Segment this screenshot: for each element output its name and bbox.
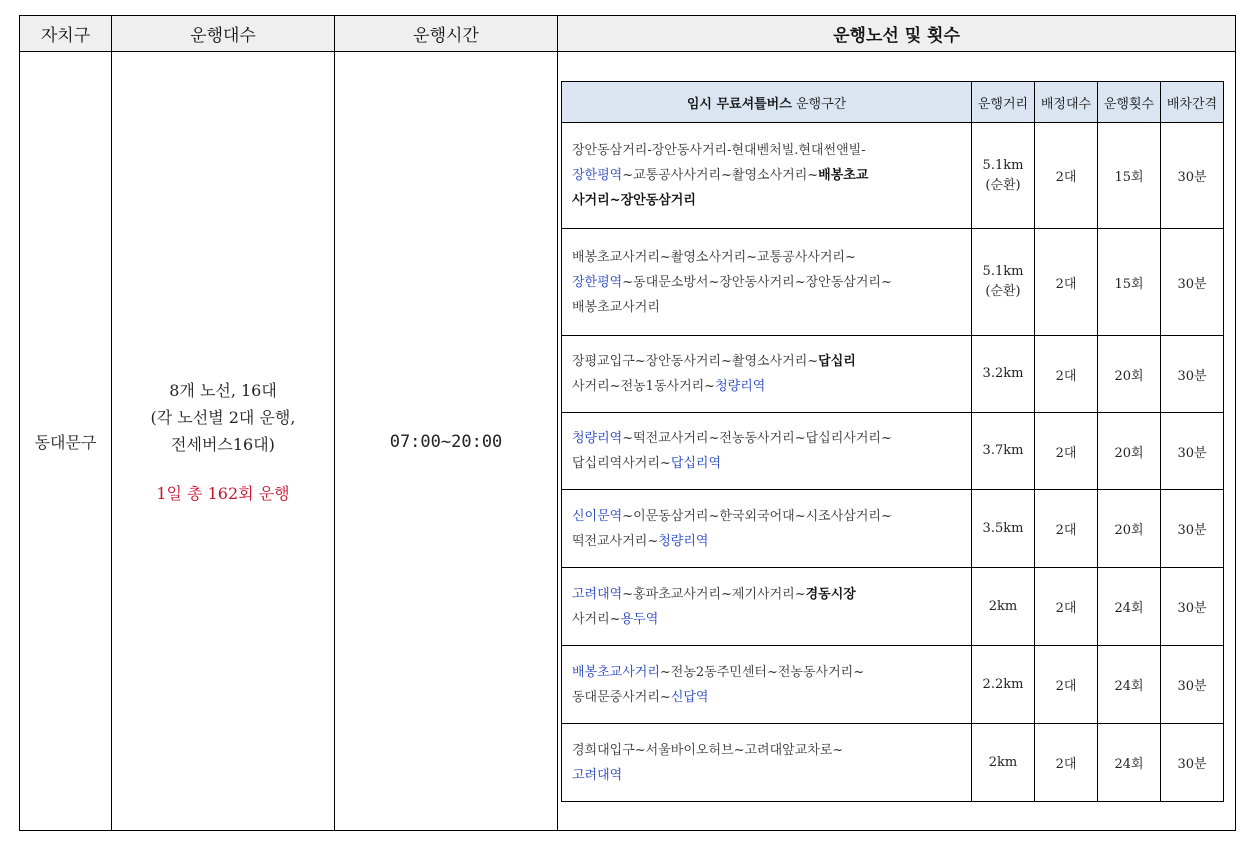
route-segment: 용두역 [620, 611, 659, 627]
header-trips: 운행횟수 [1098, 82, 1161, 123]
route-segment: 고려대역 [572, 586, 623, 602]
district-name: 동대문구 [34, 433, 97, 452]
header-route-section [562, 82, 972, 123]
buses-cell: 2대 [1035, 568, 1098, 646]
route-segment: 신답역 [670, 689, 709, 705]
distance-value: 3.7km [982, 443, 1024, 458]
buses-cell: 2대 [1035, 724, 1098, 802]
route-segment: 장안동삼거리-장안동사거리-현대벤처빌.현대썬앤빌- [572, 143, 866, 158]
distance-value: 3.2km [982, 366, 1024, 381]
route-cell [562, 123, 972, 229]
buses-cell: 2대 [1035, 229, 1098, 336]
buses-cell: 2대 [1035, 336, 1098, 413]
buses-cell: 2대 [1035, 490, 1098, 568]
distance-cell [972, 490, 1035, 568]
route-segment: 배봉초교 [818, 168, 869, 183]
trips-cell: 15회 [1098, 229, 1161, 336]
route-segment: ~떡전교사거리~전농동사거리~답십리사거리~ [622, 431, 892, 446]
distance-note: (순환) [985, 177, 1021, 193]
route-segment: 청량리역 [715, 379, 766, 394]
route-segment: ~동대문소방서~장안동사거리~장안동삼거리~ [622, 274, 892, 290]
distance-cell [972, 724, 1035, 802]
route-segment: 고려대역 [572, 767, 623, 783]
buses-cell: 2대 [1035, 123, 1098, 229]
vehicle-routes-count: 8개 노선, 16대 [169, 380, 277, 400]
distance-value: 2.2km [982, 676, 1024, 692]
trips-cell: 20회 [1098, 413, 1161, 490]
daily-total-trips: 1일 총 162회 운행 [156, 483, 290, 503]
interval-cell: 30분 [1161, 490, 1224, 568]
route-segment: 청량리역 [572, 431, 623, 446]
distance-cell [972, 646, 1035, 724]
operating-hours: 07:00~20:00 [389, 431, 503, 452]
header-buses: 배정대수 [1035, 82, 1098, 123]
route-segment: ~이문동삼거리~한국외국어대~시조사삼거리~ [622, 508, 892, 524]
route-cell [562, 336, 972, 413]
route-segment: 떡전교사거리~ [572, 533, 659, 549]
table-row [562, 229, 1224, 336]
distance-value: 5.1km [982, 157, 1024, 173]
header-hours: 운행시간 [335, 16, 557, 52]
interval-cell: 30분 [1161, 646, 1224, 724]
header-vehicles: 운행대수 [112, 16, 334, 52]
header-distance: 운행거리 [972, 82, 1035, 123]
distance-value: 2km [988, 598, 1018, 614]
route-cell [562, 568, 972, 646]
route-segment: 배봉초교사거리 [572, 299, 660, 315]
trips-cell: 20회 [1098, 490, 1161, 568]
route-cell [562, 229, 972, 336]
distance-value: 3.5km [982, 520, 1024, 536]
route-cell [562, 724, 972, 802]
distance-note: (순환) [985, 284, 1021, 299]
table-row [562, 490, 1224, 568]
route-segment: 답십리 [818, 354, 856, 369]
header-route-bold: 임시 무료셔틀버스 [686, 96, 792, 112]
route-segment: 답십리역 [670, 456, 722, 471]
route-segment: 경희대입구~서울바이오허브~고려대앞교차로~ [572, 742, 844, 758]
trips-cell: 24회 [1098, 646, 1161, 724]
interval-cell: 30분 [1161, 413, 1224, 490]
distance-value: 5.1km [982, 264, 1024, 279]
route-segment: 사거리~장안동삼거리 [572, 193, 696, 208]
shuttle-table-header [562, 82, 1224, 123]
column-divider [557, 16, 558, 830]
header-routes: 운행노선 및 횟수 [558, 16, 1235, 52]
route-segment: ~전농2동주민센터~전농동사거리~ [659, 664, 865, 680]
header-interval: 배차간격 [1161, 82, 1224, 123]
route-segment: 동대문중사거리~ [572, 689, 671, 705]
header-district: 자치구 [20, 16, 111, 52]
buses-cell: 2대 [1035, 413, 1098, 490]
shuttle-route-table [561, 81, 1224, 802]
table-row [562, 413, 1224, 490]
route-segment: ~교통공사사거리~촬영소사거리~ [622, 168, 819, 183]
route-cell [562, 646, 972, 724]
route-segment: 배봉초교사거리~촬영소사거리~교통공사사거리~ [572, 249, 856, 265]
interval-cell: 30분 [1161, 568, 1224, 646]
route-segment: 답십리역사거리~ [572, 456, 671, 471]
route-segment: 사거리~전농1동사거리~ [572, 379, 716, 394]
interval-cell: 30분 [1161, 336, 1224, 413]
trips-cell: 20회 [1098, 336, 1161, 413]
route-segment: 경동시장 [805, 586, 856, 602]
route-segment: 장한평역 [572, 274, 623, 290]
table-row [562, 123, 1224, 229]
route-segment: 장평교입구~장안동사거리~촬영소사거리~ [572, 354, 819, 369]
distance-value: 2km [988, 754, 1018, 770]
route-segment: 사거리~ [572, 611, 621, 627]
header-route-rest: 운행구간 [795, 96, 847, 112]
table-row [562, 568, 1224, 646]
vehicle-per-route: (각 노선별 2대 운행, [150, 407, 296, 427]
route-cell [562, 490, 972, 568]
interval-cell: 30분 [1161, 123, 1224, 229]
distance-cell [972, 413, 1035, 490]
route-segment: 청량리역 [658, 533, 709, 549]
interval-cell: 30분 [1161, 724, 1224, 802]
table-row [562, 724, 1224, 802]
distance-cell [972, 229, 1035, 336]
route-segment: ~홍파초교사거리~제기사거리~ [622, 586, 806, 602]
table-row [562, 646, 1224, 724]
route-segment: 장한평역 [572, 168, 623, 183]
vehicle-info [112, 53, 334, 830]
trips-cell: 15회 [1098, 123, 1161, 229]
interval-cell: 30분 [1161, 229, 1224, 336]
route-segment: 배봉초교사거리 [572, 664, 660, 680]
table-row [562, 336, 1224, 413]
trips-cell: 24회 [1098, 724, 1161, 802]
trips-cell: 24회 [1098, 568, 1161, 646]
buses-cell: 2대 [1035, 646, 1098, 724]
vehicle-charter-count: 전세버스16대) [171, 434, 275, 454]
schedule-table [19, 15, 1236, 831]
distance-cell [972, 568, 1035, 646]
distance-cell [972, 123, 1035, 229]
route-segment: 신이문역 [572, 508, 623, 524]
distance-cell [972, 336, 1035, 413]
route-cell [562, 413, 972, 490]
